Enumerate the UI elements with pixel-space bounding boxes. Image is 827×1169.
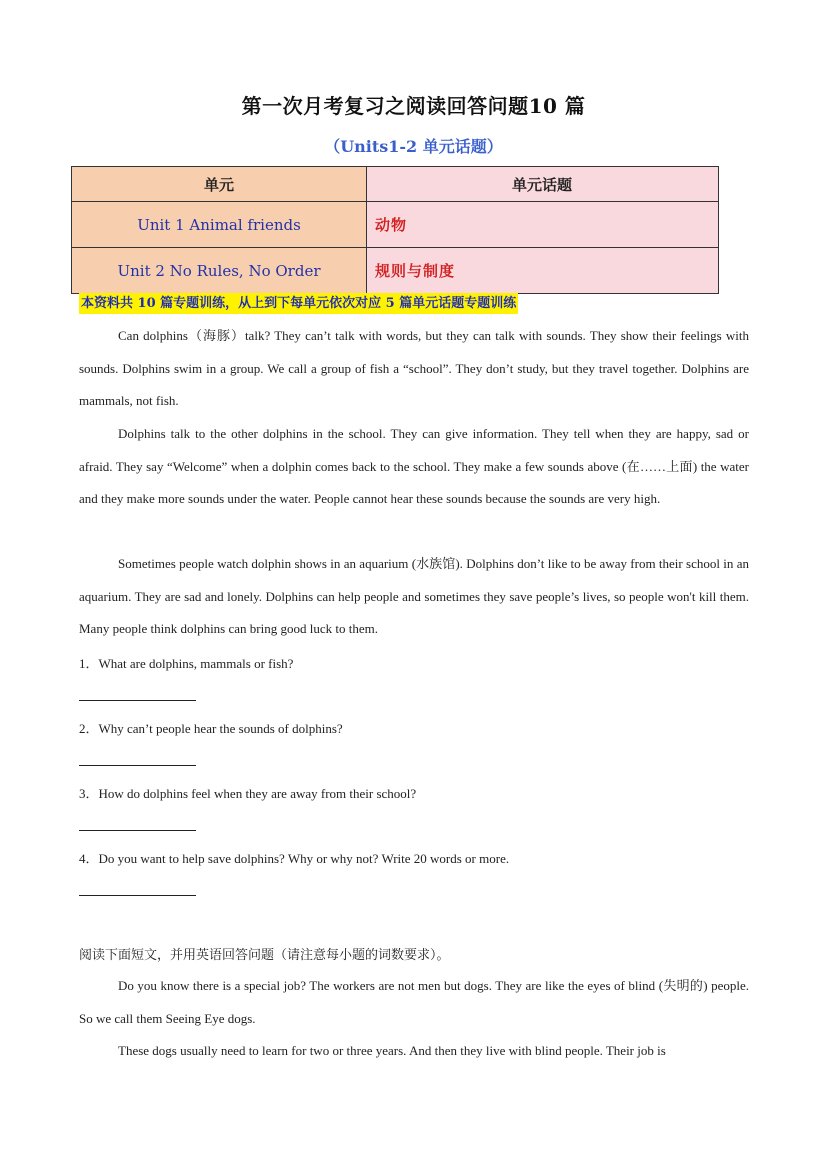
header-unit: 单元 — [72, 167, 367, 202]
question-3: 3．How do dolphins feel when they are away from their school? — [79, 786, 417, 801]
question-2: 2．Why can’t people hear the sounds of dolphins? — [79, 721, 343, 736]
header-topic: 单元话题 — [367, 167, 719, 202]
answer-line-4[interactable] — [79, 895, 196, 896]
question-4: 4．Do you want to help save dolphins? Why or why not? Write 20 words or more. — [79, 851, 510, 866]
answer-line-2[interactable] — [79, 765, 196, 766]
passage1-paragraph-2: Dolphins talk to the other dolphins in the school. They can give information. They tell when they are happy, sad or afraid. They say “Welcome” when a dolphin comes back to the school. They make a few sounds above (在……上面) the water and they make more sounds under the water. People cannot hear these sounds because the sounds are very high. — [79, 426, 749, 506]
answer-line-1[interactable] — [79, 700, 196, 701]
passage2-paragraph-1: Do you know there is a special job? The workers are not men but dogs. They are like the eyes of blind (失明的) people. So we call them Seeing Eye dogs. — [79, 978, 749, 1026]
passage2-instruction: 阅读下面短文，并用英语回答问题（请注意每小题的词数要求）。 — [79, 947, 450, 962]
unit-topic: 规则与制度 — [367, 248, 719, 294]
unit-name: Unit 1 Animal friends — [72, 202, 367, 248]
page-subtitle: （Units1-2 单元话题） — [324, 137, 503, 156]
question-1: 1．What are dolphins, mammals or fish? — [79, 656, 294, 671]
passage1-paragraph-3: Sometimes people watch dolphin shows in an aquarium (水族馆). Dolphins don’t like to be away from their school in an aquarium. They are sad and lonely. Dolphins can help people and sometimes they save people’s lives, so people won't kill them. Many people think dolphins can bring good luck to them. — [79, 556, 749, 636]
unit-topic: 动物 — [367, 202, 719, 248]
table-row — [72, 202, 719, 248]
answer-line-3[interactable] — [79, 830, 196, 831]
passage1-paragraph-1: Can dolphins（海豚）talk? They can’t talk with words, but they can talk with sounds. They show their feelings with sounds. Dolphins swim in a group. We call a group of fish a “school”. They don’t study, but they travel together. Dolphins are mammals, not fish. — [79, 328, 749, 408]
unit-topic-table — [71, 166, 719, 294]
unit-name: Unit 2 No Rules, No Order — [72, 248, 367, 294]
highlight-note: 本资料共 10 篇专题训练，从上到下每单元依次对应 5 篇单元话题专题训练 — [79, 293, 518, 314]
table-header-row — [72, 167, 719, 202]
passage2-paragraph-2: These dogs usually need to learn for two or three years. And then they live with blind people. Their job is — [118, 1043, 666, 1058]
table-row — [72, 248, 719, 294]
page-title: 第一次月考复习之阅读回答问题10 篇 — [241, 94, 586, 118]
